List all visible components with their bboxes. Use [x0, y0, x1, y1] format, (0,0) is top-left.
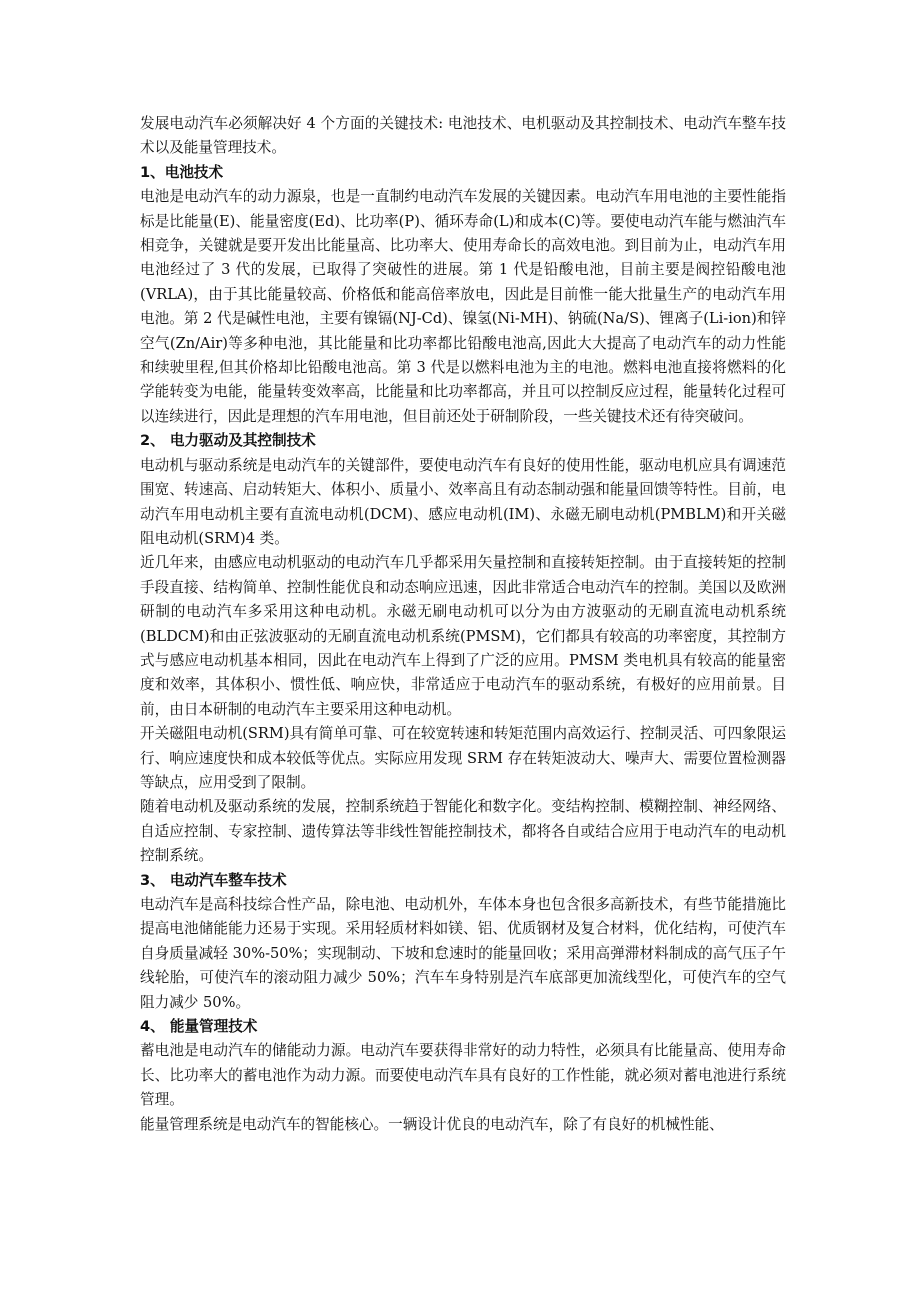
- section-paragraph: 蓄电池是电动汽车的储能动力源。电动汽车要获得非常好的动力特性，必须具有比能量高、使用寿命长、比功率大的蓄电池作为动力源。而要使电动汽车具有良好的工作性能，就必须对蓄电池进行系统管理。: [140, 1042, 786, 1109]
- document-body: [140, 112, 786, 1137]
- intro-paragraph: 发展电动汽车必须解决好 4 个方面的关键技术: 电池技术、电机驱动及其控制技术、电动汽车整车技术以及能量管理技术。: [140, 115, 786, 157]
- section-paragraph: 电动机与驱动系统是电动汽车的关键部件，要使电动汽车有良好的使用性能，驱动电机应具有调速范围宽、转速高、启动转矩大、体积小、质量小、效率高且有动态制动强和能量回馈等特性。目前，电动汽车用电动机主要有直流电动机(DCM)、感应电动机(IM)、永磁无刷电动机(PMBLM)和开关磁阻电动机(SRM)4 类。: [140, 456, 786, 547]
- section-heading-energy-management: 4、 能量管理技术: [140, 1018, 258, 1036]
- section-paragraph: 近几年来，由感应电动机驱动的电动汽车几乎都采用矢量控制和直接转矩控制。由于直接转矩的控制手段直接、结构简单、控制性能优良和动态响应迅速，因此非常适合电动汽车的控制。美国以及欧洲研制的电动汽车多采用这种电动机。永磁无刷电动机可以分为由方波驱动的无刷直流电动机系统(BLDCM)和由正弦波驱动的无刷直流电动机系统(PMSM)，它们都具有较高的功率密度，其控制方式与感应电动机基本相同，因此在电动汽车上得到了广泛的应用。PMSM 类电机具有较高的能量密度和效率，其体积小、惯性低、响应快，非常适应于电动汽车的驱动系统，有极好的应用前景。目前，由日本研制的电动汽车主要采用这种电动机。: [140, 554, 786, 718]
- section-paragraph: 随着电动机及驱动系统的发展，控制系统趋于智能化和数字化。变结构控制、模糊控制、神经网络、自适应控制、专家控制、遗传算法等非线性智能控制技术，都将各自或结合应用于电动汽车的电动机控制系统。: [140, 798, 786, 865]
- section-paragraph: 开关磁阻电动机(SRM)具有简单可靠、可在较宽转速和转矩范围内高效运行、控制灵活、可四象限运行、响应速度快和成本较低等优点。实际应用发现 SRM 存在转矩波动大、噪声大、需要位置检测器等缺点，应用受到了限制。: [140, 725, 786, 791]
- section-heading-motor-drive: 2、 电力驱动及其控制技术: [140, 432, 316, 450]
- section-paragraph: 电池是电动汽车的动力源泉，也是一直制约电动汽车发展的关键因素。电动汽车用电池的主要性能指标是比能量(E)、能量密度(Ed)、比功率(P)、循环寿命(L)和成本(C)等。要使电动汽车能与燃油汽车相竞争，关键就是要开发出比能量高、比功率大、使用寿命长的高效电池。到目前为止，电动汽车用电池经过了 3 代的发展，已取得了突破性的进展。第 1 代是铅酸电池，目前主要是阀控铅酸电池(VRLA)，由于其比能量较高、价格低和能高倍率放电，因此是目前惟一能大批量生产的电动汽车用电池。第 2 代是碱性电池，主要有镍镉(NJ-Cd)、镍氢(Ni-MH)、钠硫(Na/S)、锂离子(Li-ion)和锌空气(Zn/Air)等多种电池，其比能量和比功率都比铅酸电池高,因此大大提高了电动汽车的动力性能和续驶里程,但其价格却比铅酸电池高。第 3 代是以燃料电池为主的电池。燃料电池直接将燃料的化学能转变为电能，能量转变效率高，比能量和比功率都高，并且可以控制反应过程，能量转化过程可以连续进行，因此是理想的汽车用电池，但目前还处于研制阶段，一些关键技术还有待突破问。: [140, 188, 786, 425]
- section-heading-vehicle: 3、 电动汽车整车技术: [140, 871, 287, 889]
- section-heading-battery: 1、电池技术: [140, 163, 224, 181]
- section-paragraph: 电动汽车是高科技综合性产品，除电池、电动机外，车体本身也包含很多高新技术，有些节能措施比提高电池储能能力还易于实现。采用轻质材料如镁、铝、优质钢材及复合材料，优化结构，可使汽车自身质量减轻 30%-50%；实现制动、下坡和怠速时的能量回收；采用高弹滞材料制成的高气压子午线轮胎，可使汽车的滚动阻力减少 50%；汽车车身特别是汽车底部更加流线型化，可使汽车的空气阻力减少 50%。: [140, 896, 786, 1011]
- section-paragraph: 能量管理系统是电动汽车的智能核心。一辆设计优良的电动汽车，除了有良好的机械性能、: [140, 1115, 724, 1133]
